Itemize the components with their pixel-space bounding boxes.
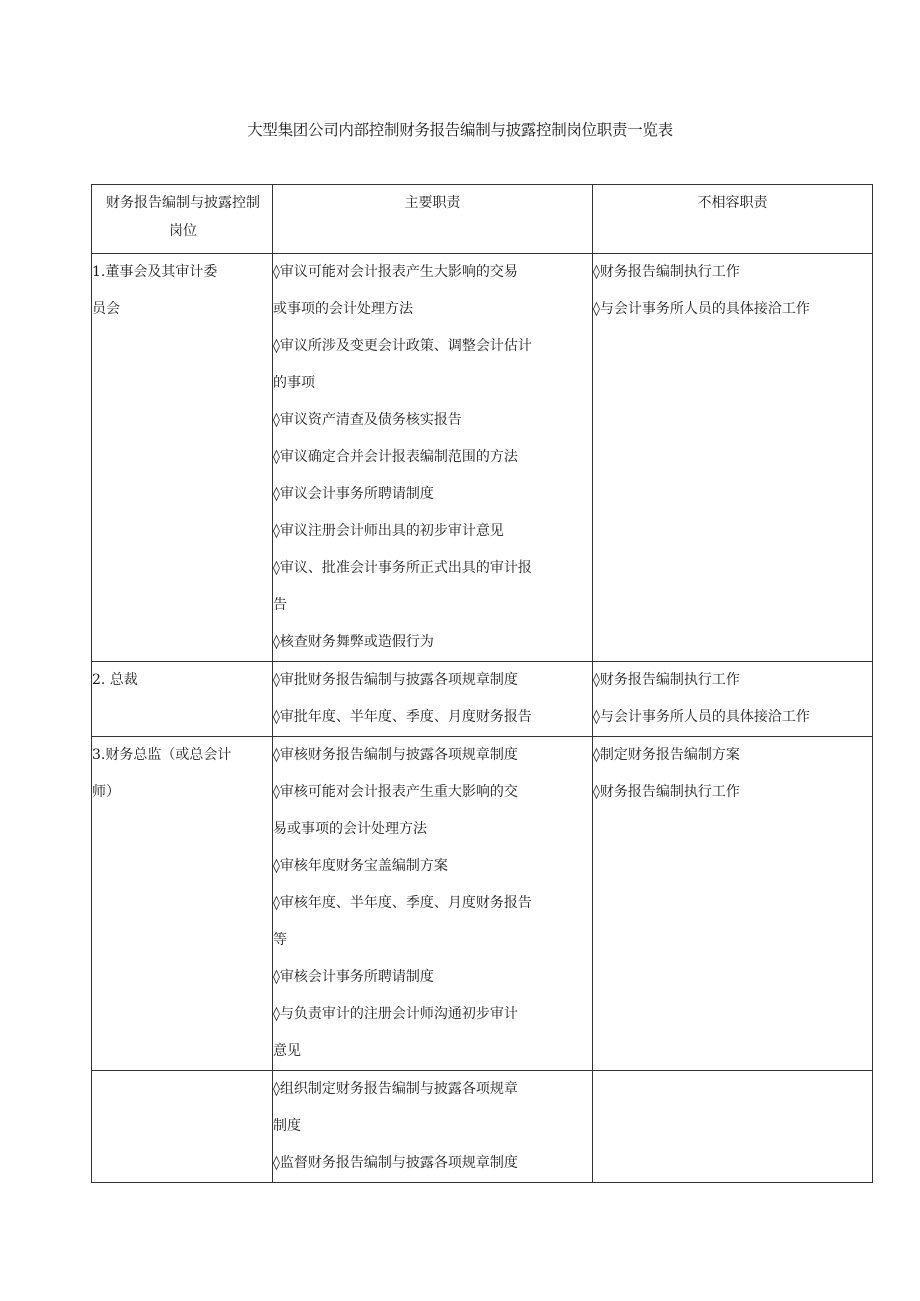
incompatible-cell: [593, 254, 873, 662]
header-position: [92, 185, 273, 254]
table-row: [92, 737, 873, 1071]
duty-line: ◊审议资产清查及债务核实报告: [273, 412, 462, 428]
duty-line: 等: [273, 932, 287, 948]
table-header-row: [92, 185, 873, 254]
table-row: [92, 254, 873, 662]
duty-line: ◊审议确定合并会计报表编制范围的方法: [273, 449, 518, 465]
duty-line: ◊审议所涉及变更会计政策、调整会计估计: [273, 338, 532, 354]
incompatible-cell: [593, 737, 873, 1071]
position-line: 3.财务总监（或总会计: [92, 747, 232, 763]
header-main-duties-label: 主要职责: [404, 195, 461, 211]
duty-line: ◊审议、批准会计事务所正式出具的审计报: [273, 560, 532, 576]
position-line: 师）: [92, 784, 120, 800]
duty-line: ◊审核会计事务所聘请制度: [273, 969, 434, 985]
duty-line: ◊审核财务报告编制与披露各项规章制度: [273, 747, 518, 763]
duty-line: ◊审批财务报告编制与披露各项规章制度: [273, 672, 518, 688]
duty-line: ◊审核可能对会计报表产生重大影响的交: [273, 784, 518, 800]
duty-line: ◊审核年度、半年度、季度、月度财务报告: [273, 895, 532, 911]
header-incompatible-duties-label: 不相容职责: [697, 195, 768, 211]
position-cell: [92, 254, 273, 662]
duty-line: 意见: [273, 1043, 301, 1059]
header-position-line: 财务报告编制与披露控制: [106, 195, 260, 211]
duty-line: 或事项的会计处理方法: [273, 301, 413, 317]
duties-cell: [273, 1071, 593, 1183]
position-line: 1.董事会及其审计委: [92, 264, 218, 280]
table-row: [92, 662, 873, 737]
duty-line: ◊审议会计事务所聘请制度: [273, 486, 434, 502]
duty-line: 告: [273, 597, 287, 613]
position-line: 2. 总裁: [92, 672, 138, 688]
duties-cell: [273, 662, 593, 737]
header-position-line: 岗位: [169, 223, 197, 239]
duty-line: ◊审议注册会计师出具的初步审计意见: [273, 523, 504, 539]
position-cell: [92, 662, 273, 737]
duty-table: [91, 184, 873, 1183]
header-main-duties: [273, 185, 593, 254]
document-title: 大型集团公司内部控制财务报告编制与披露控制岗位职责一览表: [247, 121, 673, 139]
duty-line: ◊审议可能对会计报表产生大影响的交易: [273, 264, 518, 280]
incompatible-cell: [593, 662, 873, 737]
position-cell: [92, 737, 273, 1071]
header-incompatible-duties: [593, 185, 873, 254]
duty-line: ◊核查财务舞弊或造假行为: [273, 634, 434, 650]
incompatible-line: ◊与会计事务所人员的具体接洽工作: [593, 301, 810, 317]
incompatible-line: ◊财务报告编制执行工作: [593, 672, 740, 688]
duties-cell: [273, 254, 593, 662]
incompatible-line: ◊制定财务报告编制方案: [593, 747, 740, 763]
duty-line: 制度: [273, 1118, 301, 1134]
duty-line: ◊组织制定财务报告编制与披露各项规章: [273, 1081, 518, 1097]
duty-line: 易或事项的会计处理方法: [273, 821, 427, 837]
incompatible-line: ◊财务报告编制执行工作: [593, 264, 740, 280]
duty-line: ◊监督财务报告编制与披露各项规章制度: [273, 1155, 518, 1171]
incompatible-cell: [593, 1071, 873, 1183]
incompatible-line: ◊与会计事务所人员的具体接洽工作: [593, 709, 810, 725]
position-line: 员会: [92, 301, 120, 317]
table-row: [92, 1071, 873, 1183]
duty-line: ◊与负责审计的注册会计师沟通初步审计: [273, 1006, 518, 1022]
duty-line: ◊审批年度、半年度、季度、月度财务报告: [273, 709, 532, 725]
position-cell: [92, 1071, 273, 1183]
duty-line: ◊审核年度财务宝盖编制方案: [273, 858, 448, 874]
duties-cell: [273, 737, 593, 1071]
incompatible-line: ◊财务报告编制执行工作: [593, 784, 740, 800]
duty-line: 的事项: [273, 375, 315, 391]
